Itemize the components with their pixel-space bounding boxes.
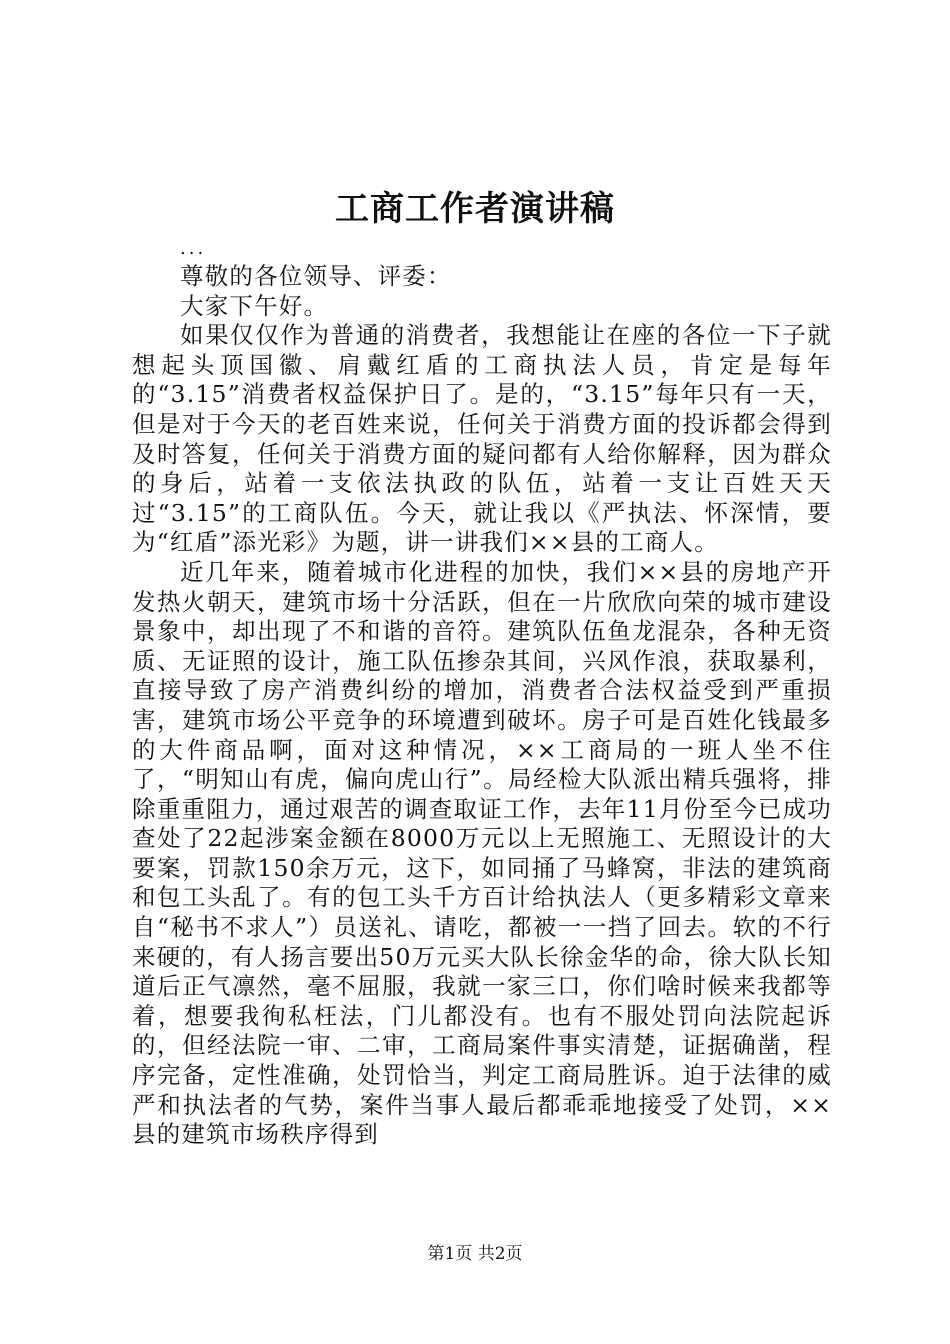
ellipsis-marker: ... <box>180 238 207 259</box>
greeting: 大家下午好。 <box>180 291 329 320</box>
salutation: 尊敬的各位领导、评委： <box>180 262 452 290</box>
paragraph: 近几年来，随着城市化进程的加快，我们××县的房地产开发热火朝天，建筑市场十分活跃，但在一片欣欣向荣的城市建设景象中，却出现了不和谐的音符。建筑队伍鱼龙混杂，各种无资质、无证照的设计，施工队伍掺杂其间，兴风作浪，获取暴利，直接导致了房产消费纠纷的增加，消费者合法权益受到严重损害，建筑市场公平竞争的环境遭到破坏。房子可是百姓化钱最多的大件商品啊，面对这种情况，××工商局的一班人坐不住了，“明知山有虎，偏向虎山行”。局经检大队派出精兵强将，排除重重阻力，通过艰苦的调查取证工作，去年11月份至今已成功查处了22起涉案金额在8000万元以上无照施工、无照设计的大要案，罚款150余万元，这下，如同捅了马蜂窝，非法的建筑商和包工头乱了。有的包工头千方百计给执法人（更多精彩文章来自“秘书不求人”）员送礼、请吃，都被一一挡了回去。软的不行来硬的，有人扬言要出50万元买大队长徐金华的命，徐大队长知道后正气凛然，毫不屈服，我就一家三口，你们啥时候来我都等着，想要我徇私枉法，门儿都没有。也有不服处罚向法院起诉的，但经法院一审、二审，工商局案件事实清楚，证据确凿，程序完备，定性准确，处罚恰当，判定工商局胜诉。迫于法律的威严和执法者的气势，案件当事人最后都乖乖地接受了处罚，××县的建筑市场秩序得到 <box>132 557 832 1149</box>
paragraph: 如果仅仅作为普通的消费者，我想能让在座的各位一下子就想起头顶国徽、肩戴红盾的工商执法人员，肯定是每年的“3.15”消费者权益保护日了。是的，“3.15”每年只有一天，但是对于今天的老百姓来说，任何关于消费方面的投诉都会得到及时答复，任何关于消费方面的疑问都有人给你解释，因为群众的身后，站着一支依法执政的队伍，站着一支让百姓天天过“3.15”的工商队伍。今天，就让我以《严执法、怀深情，要为“红盾”添光彩》为题，讲一讲我们××县的工商人。 <box>132 321 832 557</box>
page-number-footer: 第1页 共2页 <box>427 1244 523 1264</box>
document-body <box>132 240 832 1150</box>
document-title: 工商工作者演讲稿 <box>335 189 615 229</box>
